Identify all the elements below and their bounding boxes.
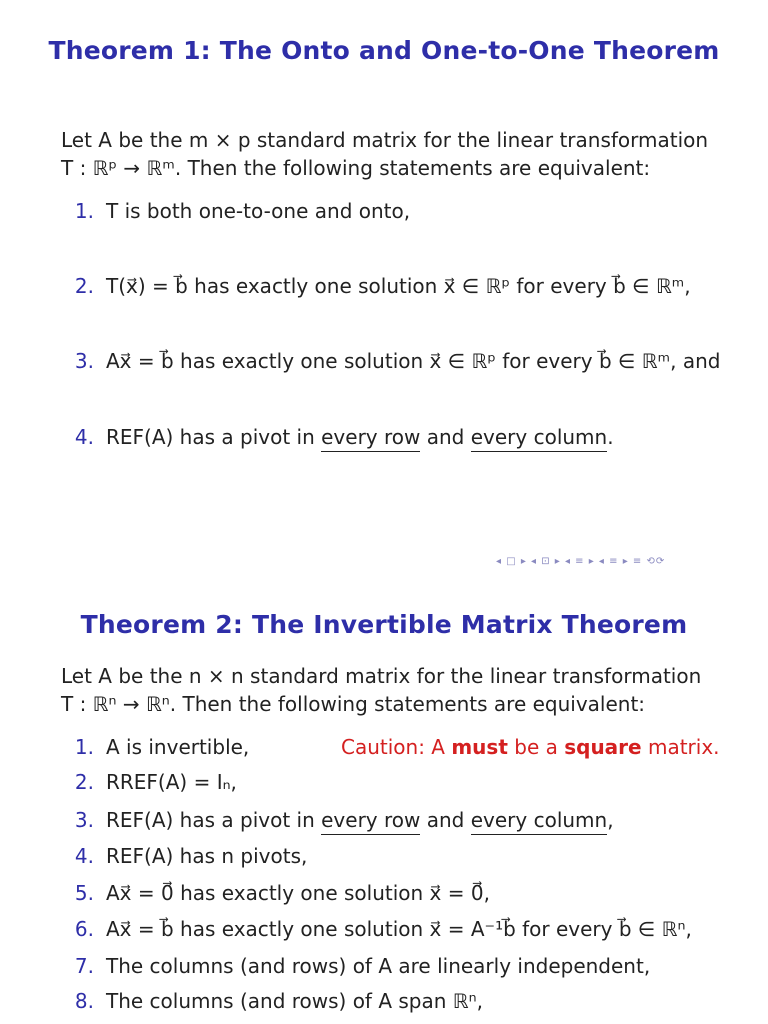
item-number: 3. bbox=[74, 808, 94, 832]
item-text: RREF(A) = Iₙ, bbox=[106, 770, 237, 794]
slide-title: Theorem 2: The Invertible Matrix Theorem bbox=[80, 610, 688, 639]
item-number: 3. bbox=[74, 349, 94, 373]
item-text: Ax⃗ = 0⃗ has exactly one solution x⃗ = 0⃗, bbox=[106, 881, 490, 905]
underlined-every-column: every column bbox=[471, 808, 607, 835]
caution-pre: Caution: A bbox=[341, 735, 452, 759]
underlined-every-column: every column bbox=[471, 425, 607, 452]
item-text-post: . bbox=[607, 425, 614, 449]
underlined-every-row: every row bbox=[321, 808, 420, 835]
item-number: 1. bbox=[74, 199, 94, 223]
caution-must: must bbox=[451, 735, 508, 759]
slide-title: Theorem 1: The Onto and One-to-One Theorem bbox=[48, 36, 720, 65]
item-number: 2. bbox=[74, 274, 94, 298]
caution-square: square bbox=[564, 735, 642, 759]
item-text-mid: and bbox=[420, 808, 471, 832]
item-number: 1. bbox=[74, 735, 94, 759]
theorem-statement bbox=[61, 662, 751, 718]
theorem-statement bbox=[61, 126, 751, 182]
item-text: T is both one-to-one and onto, bbox=[106, 199, 411, 223]
item-text-pre: REF(A) has a pivot in bbox=[106, 425, 322, 449]
item-text-post: , bbox=[607, 808, 614, 832]
item-number: 8. bbox=[74, 989, 94, 1013]
item-text bbox=[106, 807, 614, 833]
item-number: 7. bbox=[74, 954, 94, 978]
statement-line-2: T : ℝᵖ → ℝᵐ. Then the following statements are equivalent: bbox=[61, 156, 651, 180]
underlined-every-row: every row bbox=[321, 425, 420, 452]
caution-mid: be a bbox=[507, 735, 565, 759]
statement-line-1: Let A be the m × p standard matrix for the linear transformation bbox=[61, 128, 709, 152]
item-text bbox=[106, 424, 614, 450]
item-text: T(x⃗) = b⃗ has exactly one solution x⃗ ∈ ℝᵖ for every b⃗ ∈ ℝᵐ, bbox=[106, 274, 691, 298]
item-number: 2. bbox=[74, 770, 94, 794]
item-text: Ax⃗ = b⃗ has exactly one solution x⃗ ∈ ℝᵖ for every b⃗ ∈ ℝᵐ, and bbox=[106, 349, 721, 373]
item-text: Ax⃗ = b⃗ has exactly one solution x⃗ = A⁻¹b⃗ for every b⃗ ∈ ℝⁿ, bbox=[106, 917, 692, 941]
caution-post: matrix. bbox=[641, 735, 720, 759]
beamer-navigation-icons[interactable]: ◂ □ ▸ ◂ ⊡ ▸ ◂ ≡ ▸ ◂ ≡ ▸ ≡ ⟲⟳ bbox=[496, 556, 666, 567]
statement-line-2: T : ℝⁿ → ℝⁿ. Then the following statements are equivalent: bbox=[61, 692, 646, 716]
item-number: 4. bbox=[74, 844, 94, 868]
statement-line-1: Let A be the n × n standard matrix for the linear transformation bbox=[61, 664, 702, 688]
item-text: The columns (and rows) of A span ℝⁿ, bbox=[106, 989, 483, 1013]
item-text: The columns (and rows) of A are linearly independent, bbox=[106, 954, 651, 978]
caution-note bbox=[341, 734, 720, 760]
item-text-pre: REF(A) has a pivot in bbox=[106, 808, 322, 832]
item-number: 5. bbox=[74, 881, 94, 905]
item-text-mid: and bbox=[420, 425, 471, 449]
item-number: 6. bbox=[74, 917, 94, 941]
item-text: REF(A) has n pivots, bbox=[106, 844, 308, 868]
item-text: A is invertible, bbox=[106, 735, 250, 759]
item-number: 4. bbox=[74, 425, 94, 449]
slide-invertible-matrix bbox=[0, 580, 768, 1024]
